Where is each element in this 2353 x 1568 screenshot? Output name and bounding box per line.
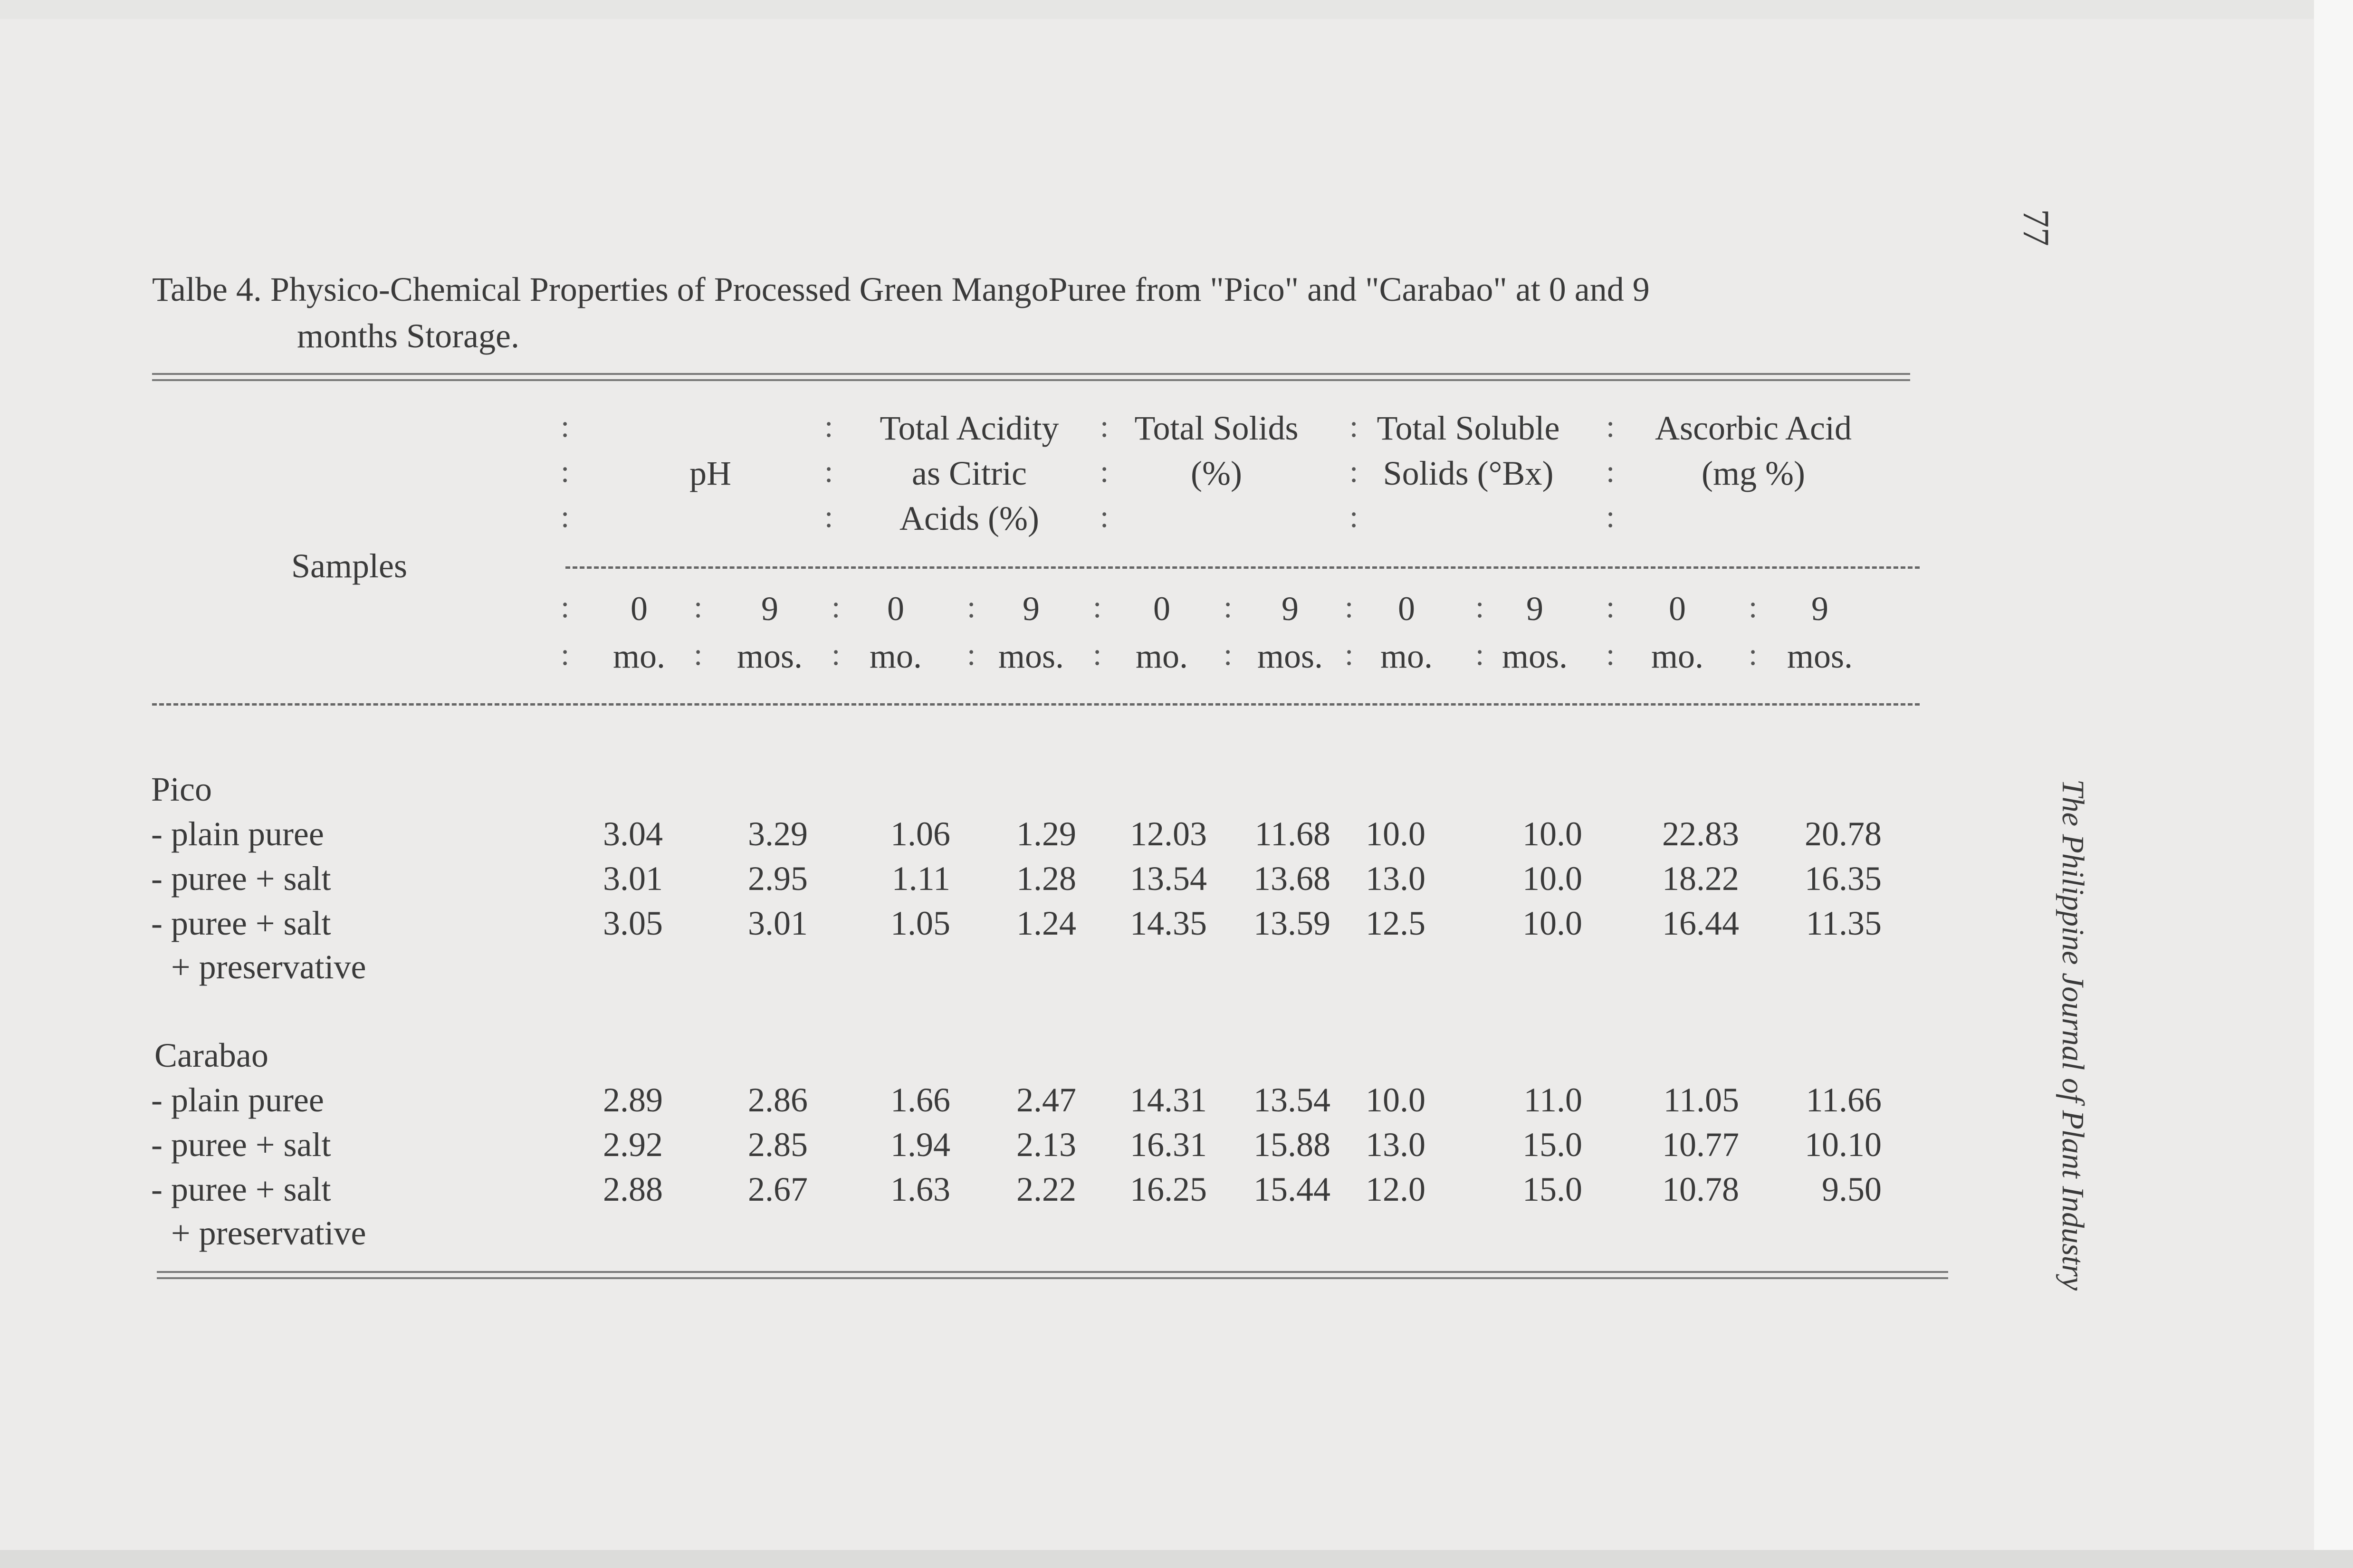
column-separator: : [1093,590,1102,624]
group-name: Pico [151,770,212,808]
column-separator: : [561,637,570,672]
column-separator: : [561,499,570,534]
table-cell: 12.0 [1366,1170,1425,1208]
table-cell: 10.0 [1366,1081,1425,1119]
page-background [0,19,2314,1568]
column-separator: : [832,590,841,624]
table-cell: 1.28 [1016,860,1076,898]
top-double-rule [152,373,1910,381]
caption-line-1: Talbe 4. Physico-Chemical Properties of Processed Green MangoPuree from "Pico" and "Carabao" at 0 and 9 [152,270,1650,308]
column-separator: : [832,637,841,672]
page-edge [2314,0,2353,1568]
table-cell: 3.01 [603,860,663,898]
period-label: mos. [998,637,1064,675]
column-header: Ascorbic Acid [1655,409,1852,447]
period-label: mo. [1651,637,1704,675]
column-separator: : [1093,637,1102,672]
table-cell: 11.66 [1806,1081,1882,1119]
table-cell: 2.47 [1016,1081,1076,1119]
column-separator: : [561,409,570,444]
period-label: 0 [1398,590,1415,628]
group-name: Carabao [154,1036,268,1074]
period-label: mo. [869,637,922,675]
column-separator: : [967,590,976,624]
table-cell: 10.0 [1522,815,1582,853]
row-label: - puree + salt [151,860,331,898]
period-label: 0 [887,590,904,628]
column-separator: : [1100,454,1109,489]
table-cell: 12.5 [1366,904,1425,942]
table-cell: 3.29 [748,815,808,853]
column-separator: : [1349,499,1358,534]
table-cell: 15.88 [1253,1126,1330,1164]
period-label: 9 [1282,590,1299,628]
table-cell: 1.06 [890,815,950,853]
column-separator: : [694,637,703,672]
table-cell: 11.68 [1254,815,1330,853]
table-cell: 14.35 [1130,904,1207,942]
table-cell: 1.66 [890,1081,950,1119]
row-label-continuation: + preservative [171,1214,366,1252]
header-bottom-rule [152,703,1920,706]
column-separator: : [1349,409,1358,444]
table-cell: 16.25 [1130,1170,1207,1208]
table-cell: 12.03 [1130,815,1207,853]
table-cell: 1.24 [1016,904,1076,942]
column-header: Total Solids [1134,409,1299,447]
column-separator: : [1749,590,1758,624]
table-cell: 2.67 [748,1170,808,1208]
column-separator: : [1606,637,1615,672]
column-separator: : [1345,637,1354,672]
table-cell: 13.0 [1366,860,1425,898]
table-cell: 2.86 [748,1081,808,1119]
column-separator: : [1224,590,1233,624]
table-cell: 10.0 [1366,815,1425,853]
table-cell: 14.31 [1130,1081,1207,1119]
column-separator: : [1606,454,1615,489]
table-cell: 1.05 [890,904,950,942]
table-cell: 2.95 [748,860,808,898]
table-cell: 2.85 [748,1126,808,1164]
table-cell: 13.68 [1253,860,1330,898]
table-cell: 2.89 [603,1081,663,1119]
table-cell: 18.22 [1662,860,1739,898]
header-sub-rule [565,566,1920,569]
period-label: mos. [737,637,803,675]
column-separator: : [824,454,833,489]
table-cell: 13.54 [1130,860,1207,898]
table-cell: 10.0 [1522,904,1582,942]
table-cell: 22.83 [1662,815,1739,853]
table-cell: 13.0 [1366,1126,1425,1164]
journal-name: The Philippine Journal of Plant Industry [2056,779,2090,1291]
table-cell: 3.04 [603,815,663,853]
column-header: Acids (%) [899,499,1039,537]
period-label: 9 [1023,590,1040,628]
period-label: mo. [1135,637,1188,675]
table-cell: 16.31 [1130,1126,1207,1164]
column-header: Total Soluble [1377,409,1560,447]
column-separator: : [1224,637,1233,672]
table-cell: 2.13 [1016,1126,1076,1164]
column-separator: : [694,590,703,624]
table-cell: 11.05 [1663,1081,1739,1119]
table-cell: 16.35 [1805,860,1882,898]
column-separator: : [1349,454,1358,489]
table-cell: 16.44 [1662,904,1739,942]
table-cell: 2.88 [603,1170,663,1208]
table-cell: 10.77 [1662,1126,1739,1164]
period-label: mos. [1787,637,1853,675]
table-cell: 2.22 [1016,1170,1076,1208]
column-separator: : [561,590,570,624]
table-cell: 1.11 [891,860,950,898]
table-cell: 2.92 [603,1126,663,1164]
column-separator: : [1606,590,1615,624]
column-separator: : [561,454,570,489]
period-label: 0 [631,590,648,628]
table-cell: 13.59 [1253,904,1330,942]
row-label: - puree + salt [151,1126,331,1164]
period-label: mo. [1380,637,1433,675]
column-separator: : [1475,637,1484,672]
samples-header: Samples [291,547,407,585]
row-label: - puree + salt [151,904,331,942]
column-separator: : [1475,590,1484,624]
table-cell: 15.0 [1522,1126,1582,1164]
column-separator: : [1606,409,1615,444]
page-bottom-edge [0,1550,2353,1568]
column-header: Total Acidity [880,409,1059,447]
table-cell: 10.0 [1522,860,1582,898]
column-separator: : [1749,637,1758,672]
period-label: 9 [1811,590,1828,628]
column-header: as Citric [912,454,1027,492]
table-cell: 15.0 [1522,1170,1582,1208]
column-header: Solids (°Bx) [1383,454,1554,492]
table-cell: 11.0 [1523,1081,1582,1119]
column-separator: : [1100,409,1109,444]
period-label: mo. [612,637,666,675]
column-separator: : [967,637,976,672]
table-cell: 9.50 [1822,1170,1882,1208]
column-separator: : [1606,499,1615,534]
period-label: mos. [1257,637,1323,675]
table-cell: 20.78 [1805,815,1882,853]
table-cell: 13.54 [1253,1081,1330,1119]
column-header: (mg %) [1702,454,1805,492]
page-number: 77 [2016,209,2057,246]
column-header: pH [689,454,731,492]
period-label: 9 [1526,590,1543,628]
table-cell: 1.94 [890,1126,950,1164]
row-label-continuation: + preservative [171,948,366,986]
table-caption [152,266,1650,355]
caption-line-2: months Storage. [297,317,519,355]
period-label: 0 [1153,590,1170,628]
column-separator: : [824,409,833,444]
period-label: 9 [761,590,778,628]
table-cell: 10.10 [1805,1126,1882,1164]
column-separator: : [1100,499,1109,534]
period-label: 0 [1669,590,1686,628]
table-cell: 10.78 [1662,1170,1739,1208]
table-cell: 1.29 [1016,815,1076,853]
row-label: - plain puree [151,1081,324,1119]
column-header: (%) [1191,454,1242,492]
table-cell: 3.01 [748,904,808,942]
table-cell: 3.05 [603,904,663,942]
column-separator: : [1345,590,1354,624]
table-cell: 1.63 [890,1170,950,1208]
bottom-double-rule [157,1271,1948,1279]
column-separator: : [824,499,833,534]
row-label: - plain puree [151,815,324,853]
table-cell: 15.44 [1253,1170,1330,1208]
row-label: - puree + salt [151,1170,331,1208]
period-label: mos. [1502,637,1568,675]
table-cell: 11.35 [1806,904,1882,942]
